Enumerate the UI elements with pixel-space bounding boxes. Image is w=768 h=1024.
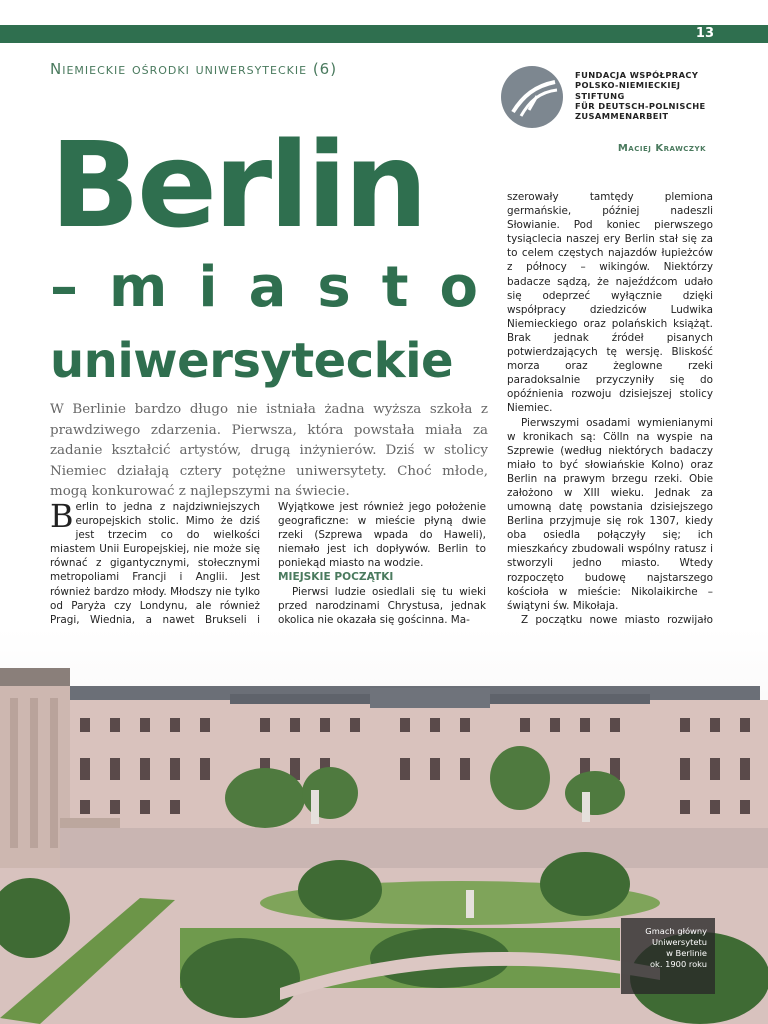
caption-line: Gmach główny [645, 926, 707, 936]
caption-line: w Berlinie [666, 948, 707, 958]
paragraph-text: erlin to jedna z najdziwniejszych europejskich stolic. Mimo że dziś jest trzecim co do wielkości miastem Unii Europejskiej, nie może się równać z gigantycznymi, stołecznymi metropoliami Francji i Anglii. Jest również bardzo młody. Młodszy nie tylko od Paryża czy Londynu, ale również Pragi, Wiednia, a nawet Brukseli i [50, 501, 260, 626]
paragraph: Pierwsi ludzie osiedlali się tu wieki przed narodzinami Chrystusa, jednak okolica nie okazała się gościnna. Ma- [278, 585, 486, 626]
foundation-line: POLSKO-NIEMIECKIEJ [575, 80, 681, 91]
series-title: Niemieckie ośrodki uniwersyteckie (6) [50, 60, 338, 78]
title-letter: s [317, 255, 351, 320]
author-name: Maciej Krawczyk [617, 143, 706, 154]
foundation-name [575, 70, 706, 121]
title-letter: o [439, 255, 478, 320]
article-column-3 [507, 190, 713, 669]
drop-cap: B [50, 497, 74, 535]
paragraph: Z początku nowe miasto rozwijało [521, 613, 713, 626]
photo-caption [621, 918, 715, 994]
paragraph: szerowały tamtędy plemiona germańskie, później nadeszli Słowianie. Pod koniec pierwszego tysiąclecia naszej ery Berlin stał się za to celem częstych najazdów łupieżców z północy – wikingów. Niektórzy badacze sądzą, że najeźdźcom udało się odeprzeć wyłącznie dzięki współpracy dziedziców Ludwika Niemieckiego oraz polańskich książąt. Brak jednak źródeł pisanych potwierdzających tę wersję. Bliskość morza oraz żeglowne rzeki paradoksalnie przyczyniły się do opóźnienia rozwoju dzisiejszej stolicy Niemiec. [507, 191, 713, 415]
section-heading: MIEJSKIE POCZĄTKI [278, 571, 394, 584]
title-line-1: Berlin [50, 116, 426, 254]
foundation-line: ZUSAMMENARBEIT [575, 111, 669, 122]
paragraph: Pierwszymi osadami wymienianymi w kronikach są: Cölln na wyspie na Szprewie (według niektórych badaczy miało to być słowiańskie Kolno) oraz Berlin na prawym brzegu rzeki. Obie założono w XIII wieku. Jednak za umowną datę powstania dzisiejszego Berlina przyjmuje się rok 1307, kiedy oba osiedla połączyły się; ich mieszkańcy zbudowali wspólny ratusz i stworzyli jedno miasto. Wtedy rozpoczęto budowę najstarszego kościoła w mieście: Nikolaikirche – świątyni św. Mikołaja. [507, 416, 713, 612]
top-bar [0, 25, 768, 43]
title-line-3: uniwersyteckie [50, 333, 454, 389]
title-letter: i [198, 255, 218, 320]
page-number: 13 [695, 26, 714, 41]
article-column-2 [278, 500, 486, 627]
caption-line: ok. 1900 roku [649, 959, 707, 969]
foundation-logo-icon [501, 66, 563, 128]
paragraph: Wyjątkowe jest również jego położenie geograficzne: w mieście płyną dwie rzeki (Szprewa wpada do Haweli), niemało jest ich dopływów. Berlin to poniekąd miasto na wodzie. [278, 501, 486, 570]
foundation-line: FÜR DEUTSCH-POLNISCHE [575, 100, 706, 111]
title-letter: t [381, 255, 409, 320]
lead-paragraph: W Berlinie bardzo długo nie istniała żadna wyższa szkoła z prawdziwego zdarzenia. Pierwsza, która powstała miała za zadanie kształcić artystów, drugą inżynierów. Dziś w stolicy Niemiec działają cztery potężne uniwersytety. Choć młode, mogą konkurować z najlepszymi na świecie. [50, 402, 488, 499]
foundation-line: FUNDACJA WSPÓŁPRACY [575, 70, 699, 80]
caption-line: Uniwersytetu [651, 937, 707, 947]
title-letter: a [248, 255, 287, 320]
title-letter: – [50, 255, 78, 320]
foundation-line: STIFTUNG [575, 90, 625, 101]
title-line-2 [50, 256, 478, 320]
title-letter: m [109, 255, 168, 320]
